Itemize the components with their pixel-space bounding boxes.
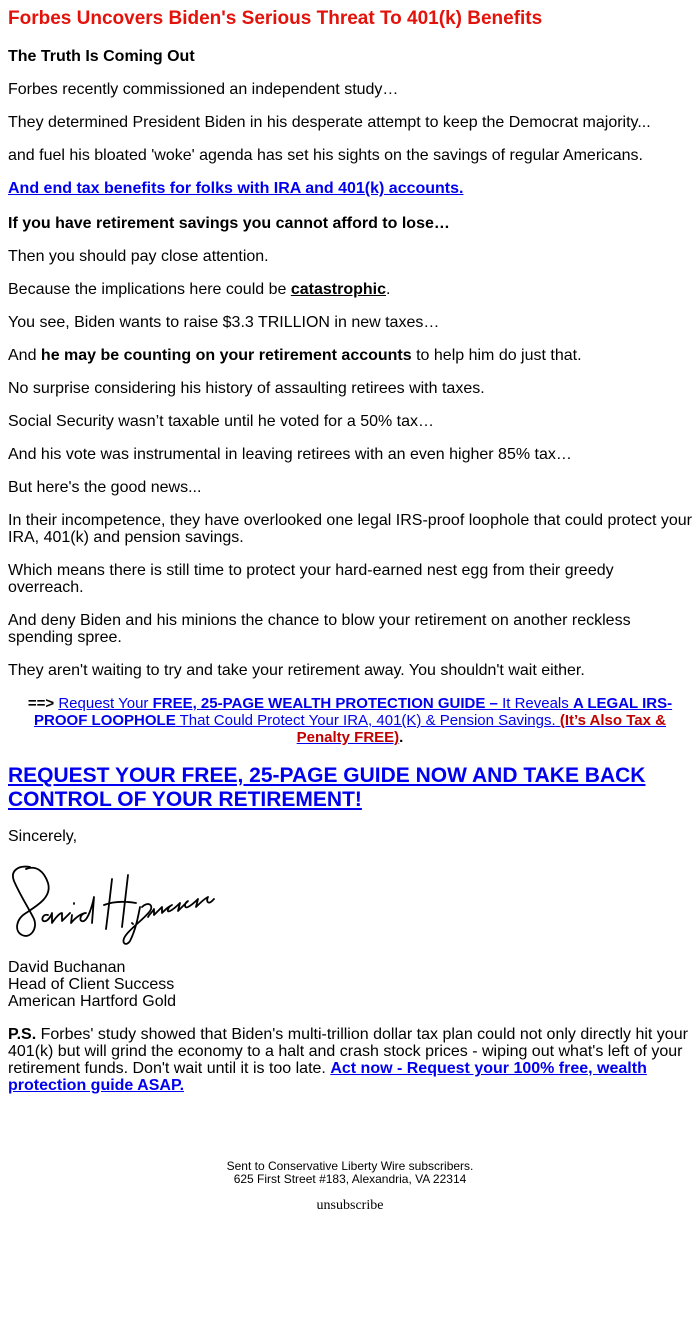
end-tax-benefits-link[interactable]: And end tax benefits for folks with IRA and 401(k) accounts. [8,180,464,197]
paragraph: Then you should pay close attention. [8,248,269,265]
paragraph: In their incompetence, they have overlooked one legal IRS-proof loophole that could protect your IRA, 401(k) and pension savings. [8,512,692,546]
ps-text: Forbes' study showed that Biden's multi-trillion dollar tax plan could not only directly hit your 401(k) but will grind the economy to a halt and crash stock prices - wiping out what's left of your retirement funds. Don't wait until it is too late. [8,1026,688,1077]
paragraph: Social Security wasn’t taxable until he voted for a 50% tax… [8,413,434,430]
paragraph: They aren't waiting to try and take your retirement away. You shouldn't wait either. [8,662,585,679]
footer-address: 625 First Street #183, Alexandria, VA 22314 [233,1172,467,1186]
paragraph: Which means there is still time to protect your hard-earned nest egg from their greedy overreach. [8,562,614,596]
paragraph: But here's the good news... [8,479,202,496]
cta-text-bold: FREE, 25-PAGE WEALTH PROTECTION GUIDE – [152,695,498,712]
footer-sent-to: Sent to Conservative Liberty Wire subscribers. [226,1159,474,1173]
emphasis-retirement-accounts: he may be counting on your retirement accounts [40,347,412,364]
paragraph: If you have retirement savings you cannot afford to lose… [8,215,450,232]
ps-request-link[interactable]: Act now - Request your 100% free, wealth protection guide ASAP. [8,1060,647,1094]
cta-arrow: ==> [27,695,55,712]
cta-tax-free-note: (It’s Also Tax & Penalty FREE) [296,712,666,746]
closing: Sincerely, [8,828,78,845]
postscript [8,1026,692,1094]
signer-company: American Hartford Gold [8,993,177,1010]
signer-title: Head of Client Success [8,976,175,993]
email-body [0,8,700,1214]
paragraph: You see, Biden wants to raise $3.3 TRILLION in new taxes… [8,314,440,331]
emphasis-catastrophic: catastrophic [290,281,386,298]
paragraph [8,281,692,298]
paragraph: Forbes recently commissioned an independent study… [8,81,399,98]
unsubscribe-link[interactable]: unsubscribe [316,1198,384,1213]
ps-label: P.S. [8,1026,37,1043]
paragraph: And deny Biden and his minions the chance to blow your retirement on another reckless spending spree. [8,612,631,646]
guide-cta-link[interactable] [34,695,672,746]
cta-text: That Could Protect Your IRA, 401(K) & Pension Savings. [175,712,556,729]
text: Because the implications here could be [8,281,291,298]
signature-graphic [8,857,218,947]
signature-image [8,857,692,947]
cta-text: Request Your [58,695,153,712]
email-headline: Forbes Uncovers Biden's Serious Threat To 401(k) Benefits [8,8,543,29]
paragraph: They determined President Biden in his desperate attempt to keep the Democrat majority... [8,114,651,131]
signer-name: David Buchanan [8,959,126,976]
text: And [8,347,41,364]
cta-period: . [399,729,404,746]
paragraph: and fuel his bloated 'woke' agenda has set his sights on the savings of regular Americans. [8,147,643,164]
paragraph: And his vote was instrumental in leaving retirees with an even higher 85% tax… [8,446,572,463]
text: . [385,281,391,298]
request-guide-big-link[interactable]: REQUEST YOUR FREE, 25-PAGE GUIDE NOW AND TAKE BACK CONTROL OF YOUR RETIREMENT! [8,764,646,811]
guide-cta [8,695,692,746]
text: to help him do just that. [411,347,582,364]
cta-text-bold: A LEGAL IRS-PROOF LOOPHOLE [34,695,673,729]
cta-text: It Reveals [497,695,573,712]
paragraph: No surprise considering his history of assaulting retirees with taxes. [8,380,485,397]
subhead: The Truth Is Coming Out [8,48,195,65]
footer [8,1160,692,1214]
paragraph [8,347,692,364]
